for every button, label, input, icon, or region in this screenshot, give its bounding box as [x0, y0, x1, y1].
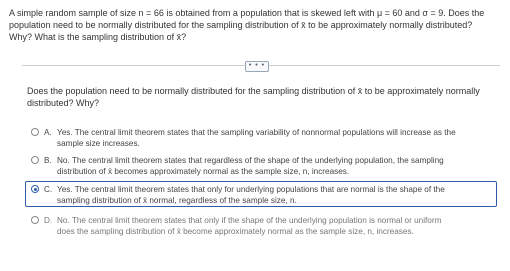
option-a-line-1: Yes. The central limit theorem states that the sampling variability of nonnormal populations will increase as the	[57, 128, 456, 137]
radio-button-a[interactable]	[31, 128, 39, 136]
sub-question-line-2: distributed? Why?	[27, 98, 100, 108]
option-c-line-2: sampling distribution of x̄ normal, regardless of the sample size, n.	[57, 196, 297, 205]
option-b-line-1: No. The central limit theorem states that regardless of the shape of the underlying population, the sampling	[57, 156, 444, 165]
option-b-line-2: distribution of x̄ becomes approximately normal as the sample size, n, increases.	[57, 167, 350, 176]
option-d-line-1: No. The central limit theorem states that only if the shape of the underlying population is normal or uniform	[57, 216, 442, 225]
option-a-line-2: sample size increases.	[57, 139, 140, 148]
sub-question	[27, 85, 487, 109]
option-letter: B.	[44, 156, 52, 165]
option-letter: C.	[44, 185, 53, 194]
option-letter: A.	[44, 128, 52, 137]
option-letter: D.	[44, 216, 53, 225]
question-line-3: Why? What is the sampling distribution of x̄?	[9, 32, 187, 42]
question-line-2: population need to be normally distributed for the sampling distribution of x̄ to be approximately normally distributed?	[9, 20, 473, 30]
radio-button-d[interactable]	[31, 216, 39, 224]
radio-button-b[interactable]	[31, 156, 39, 164]
radio-button-c[interactable]	[31, 185, 39, 193]
question-text	[9, 7, 503, 43]
question-line-1: A simple random sample of size n = 66 is obtained from a population that is skewed left with μ = 60 and σ = 9. Does the	[9, 8, 485, 18]
sub-question-line-1: Does the population need to be normally distributed for the sampling distribution of x̄ to be approximately normally	[27, 86, 480, 96]
option-d-line-2: does the sampling distribution of x̄ become approximately normal as the sample size, n, increases.	[57, 227, 414, 236]
expand-more-button[interactable]: • • •	[245, 61, 269, 72]
answer-option-c[interactable]	[25, 181, 497, 207]
option-c-line-1: Yes. The central limit theorem states that only for underlying populations that are normal is the shape of the	[57, 185, 445, 194]
